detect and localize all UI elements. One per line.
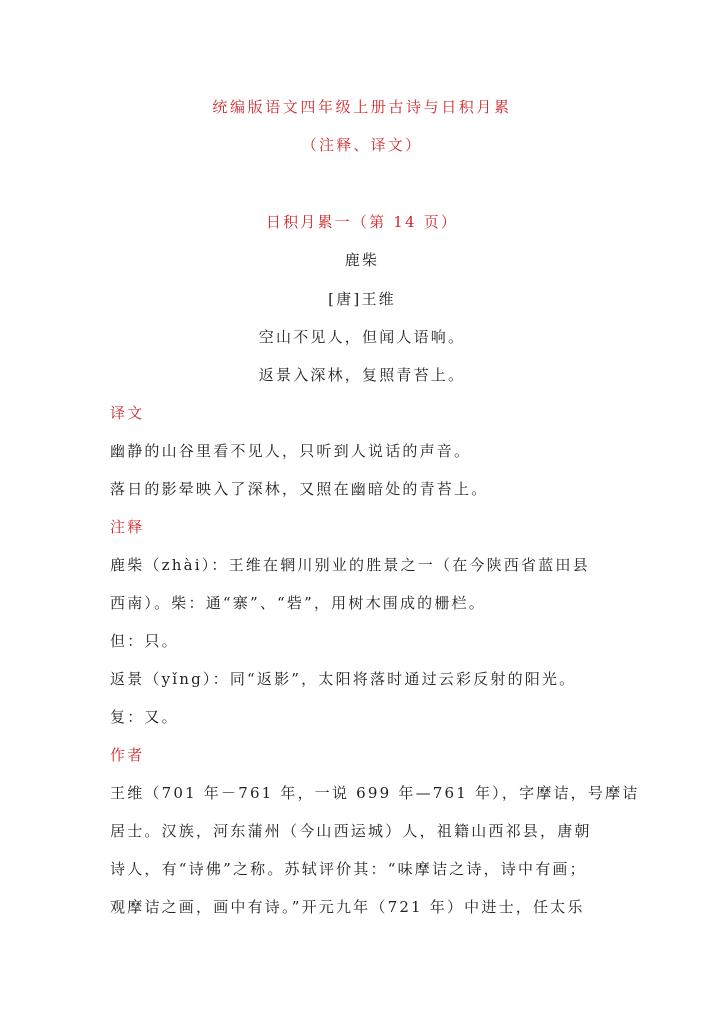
document-title: 统编版语文四年级上册古诗与日积月累 [212, 98, 512, 116]
poem-author: [唐]王维 [328, 290, 396, 308]
notes-heading: 注释 [110, 518, 145, 536]
poem-title: 鹿柴 [344, 251, 380, 269]
translation-line: 落日的影晕映入了深林，又照在幽暗处的青苔上。 [110, 480, 489, 498]
document-subtitle: （注释、译文） [301, 136, 423, 154]
note-line: 西南）。柴：通“寨”、“砦”，用树木围成的栅栏。 [110, 594, 486, 612]
section-heading: 日积月累一（第 14 页） [265, 213, 459, 231]
note-line: 但：只。 [110, 632, 179, 650]
note-line: 鹿柴（zhài）：王维在辋川别业的胜景之一（在今陕西省蓝田县 [110, 556, 590, 574]
poem-line: 返景入深林，复照青苔上。 [258, 366, 466, 384]
author-line: 居士。汉族，河东蒲州（今山西运城）人，祖籍山西祁县，唐朝 [110, 822, 592, 840]
translation-line: 幽静的山谷里看不见人，只听到人说话的声音。 [110, 442, 472, 460]
author-line: 王维（701 年－761 年，一说 699 年—761 年），字摩诘，号摩诘 [110, 784, 640, 802]
poem-line: 空山不见人，但闻人语响。 [258, 328, 466, 346]
author-heading: 作者 [110, 746, 145, 764]
note-line: 返景（yǐng）：同“返影”，太阳将落时通过云彩反射的阳光。 [110, 670, 577, 688]
author-line: 观摩诘之画，画中有诗。”开元九年（721 年）中进士，任太乐 [110, 898, 585, 916]
author-line: 诗人，有“诗佛”之称。苏轼评价其：“味摩诘之诗，诗中有画； [110, 860, 587, 878]
note-line: 复：又。 [110, 708, 179, 726]
translation-heading: 译文 [110, 404, 145, 422]
